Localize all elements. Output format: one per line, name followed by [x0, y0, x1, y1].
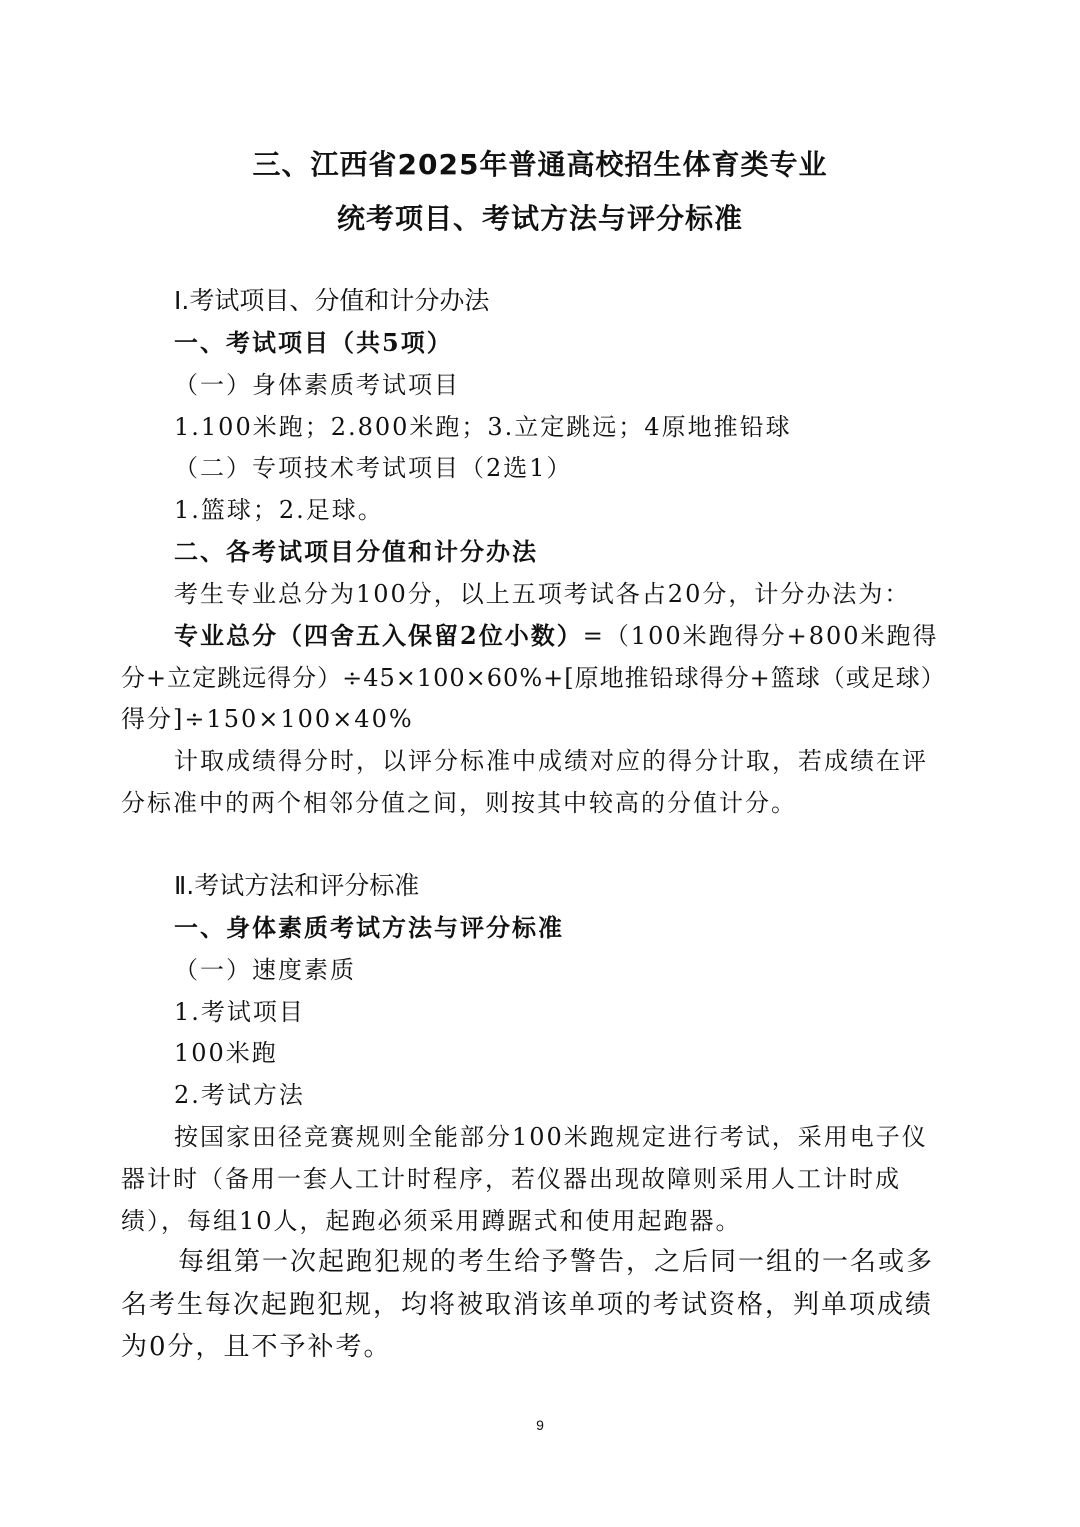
formula-line-3: 得分]÷150×100×40%: [121, 705, 414, 733]
formula-line-1: [174, 620, 960, 652]
formula-label: 专业总分（四舍五入保留2位小数）: [174, 621, 583, 650]
subheading-physical-items: （一）身体素质考试项目: [174, 371, 460, 399]
exam-method-line-1: 按国家田径竞赛规则全能部分100米跑规定进行考试，采用电子仪: [174, 1123, 928, 1151]
rounding-rule-line-2: 分标准中的两个相邻分值之间，则按其中较高的分值计分。: [121, 789, 797, 817]
physical-items-list: 1.100米跑；2.800米跑；3.立定跳远；4原地推铅球: [174, 413, 792, 441]
part1-heading: Ⅰ.考试项目、分值和计分办法: [174, 286, 490, 315]
page-title-line-1: 三、江西省2025年普通高校招生体育类专业: [252, 148, 828, 181]
part2-heading: Ⅱ.考试方法和评分标准: [174, 871, 420, 900]
exam-method-line-3: 绩），每组10人，起跑必须采用蹲踞式和使用起跑器。: [121, 1207, 742, 1235]
rounding-rule-line-1: 计取成绩得分时，以评分标准中成绩对应的得分计取，若成绩在评: [174, 747, 928, 775]
section-heading-scoring: 二、各考试项目分值和计分办法: [174, 537, 538, 566]
section-heading-exam-items: 一、考试项目（共5项）: [174, 328, 453, 357]
false-start-rule-line-2: 名考生每次起跑犯规，均将被取消该单项的考试资格，判单项成绩: [121, 1290, 934, 1320]
scoring-intro-paragraph: 考生专业总分为100分，以上五项考试各占20分，计分办法为：: [174, 580, 911, 608]
exam-item-value: 100米跑: [174, 1039, 278, 1067]
skill-items-list: 1.篮球；2.足球。: [174, 496, 384, 524]
formula-expression-start: =（100米跑得分+800米跑得: [582, 622, 939, 650]
page-number: 9: [536, 1417, 544, 1433]
exam-method-line-2: 器计时（备用一套人工计时程序，若仪器出现故障则采用人工计时成: [121, 1165, 901, 1193]
page-title-line-2: 统考项目、考试方法与评分标准: [336, 202, 743, 235]
exam-item-label: 1.考试项目: [174, 998, 305, 1026]
subheading-skill-items: （二）专项技术考试项目（2选1）: [174, 454, 573, 482]
false-start-rule-line-3: 为0分，且不予补考。: [121, 1332, 392, 1362]
exam-method-label: 2.考试方法: [174, 1081, 305, 1109]
section-heading-physical-methods: 一、身体素质考试方法与评分标准: [174, 913, 564, 942]
false-start-rule-line-1: 每组第一次起跑犯规的考生给予警告，之后同一组的一名或多: [178, 1247, 935, 1277]
formula-line-2: 分+立定跳远得分）÷45×100×60%+[原地推铅球得分+篮球（或足球）: [121, 664, 946, 692]
subheading-speed: （一）速度素质: [174, 956, 356, 984]
